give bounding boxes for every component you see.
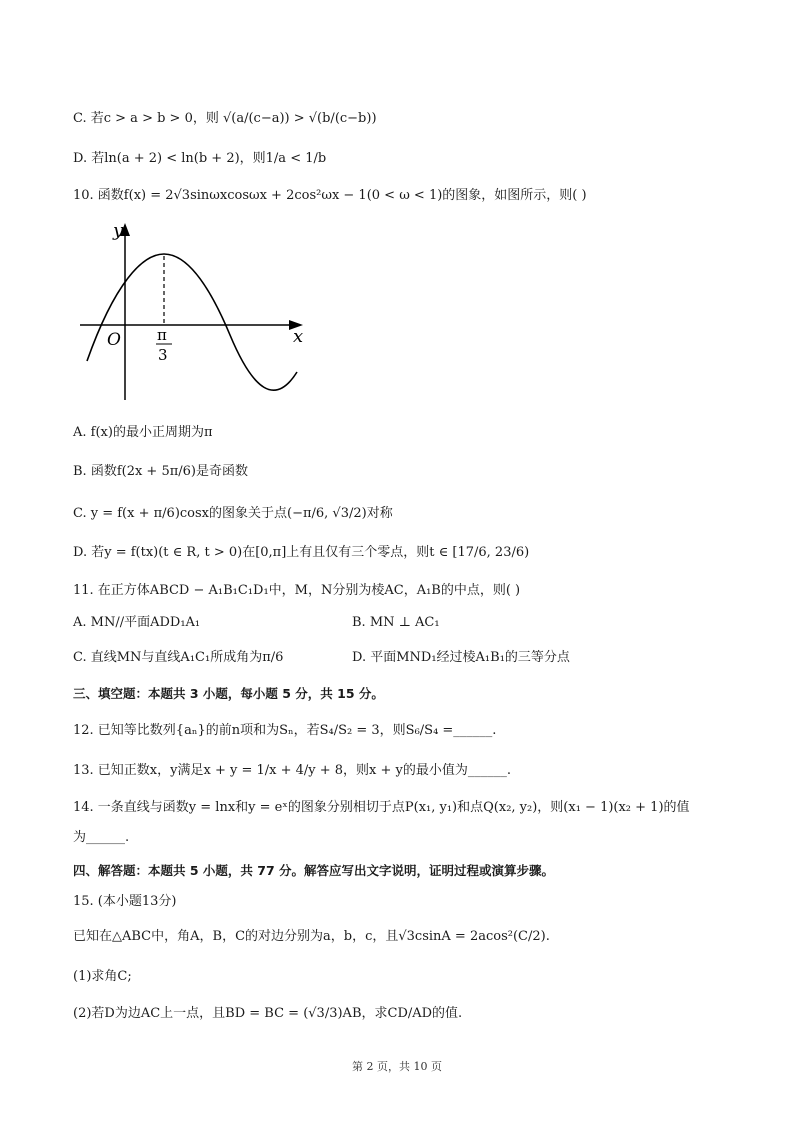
q9-option-d: D. 若ln(a + 2) < ln(b + 2)，则1/a < 1/b	[73, 151, 327, 166]
tick-label-numerator: π	[157, 326, 167, 344]
q14-line-2: 为______.	[73, 830, 130, 845]
q10-sine-graph	[75, 220, 310, 410]
q15-stem: 已知在△ABC中，角A，B，C的对边分别为a，b，c，且√3csinA = 2acos²(C/2).	[73, 929, 550, 944]
q12: 12. 已知等比数列{aₙ}的前n项和为Sₙ，若S₄/S₂ = 3，则S₆/S₄ =______.	[73, 723, 497, 738]
q15-part-2: (2)若D为边AC上一点，且BD = BC = (√3/3)AB，求CD/AD的值.	[73, 1006, 463, 1021]
q11-option-b: B. MN ⊥ AC₁	[352, 615, 440, 630]
q10-option-b: B. 函数f(2x + 5π/6)是奇函数	[73, 464, 248, 479]
q15-title: 15. (本小题13分)	[73, 894, 177, 909]
q11-option-d: D. 平面MND₁经过棱A₁B₁的三等分点	[352, 650, 570, 665]
q10-stem: 10. 函数f(x) = 2√3sinωxcosωx + 2cos²ωx − 1(0 < ω < 1)的图象，如图所示，则( )	[73, 188, 587, 203]
x-axis-label: x	[293, 326, 304, 347]
tick-label-denominator: 3	[158, 346, 168, 364]
q11-stem: 11. 在正方体ABCD − A₁B₁C₁D₁中，M，N分别为棱AC，A₁B的中点，则( )	[73, 583, 521, 598]
y-axis-label: y	[113, 220, 124, 241]
q11-option-a: A. MN//平面ADD₁A₁	[73, 615, 201, 630]
q10-option-c: C. y = f(x + π/6)cosx的图象关于点(−π/6, √3/2)对称	[73, 506, 393, 521]
section-3-heading: 三、填空题：本题共 3 小题，每小题 5 分，共 15 分。	[73, 686, 384, 701]
q10-option-d: D. 若y = f(tx)(t ∈ R, t > 0)在[0,π]上有且仅有三个零点，则t ∈ [17/6, 23/6)	[73, 545, 530, 560]
section-4-heading: 四、解答题：本题共 5 小题，共 77 分。解答应写出文字说明，证明过程或演算步骤。	[73, 863, 555, 878]
sine-curve	[87, 254, 297, 390]
q9-option-c: C. 若c > a > b > 0，则 √(a/(c−a)) > √(b/(c−b))	[73, 111, 377, 126]
q13: 13. 已知正数x，y满足x + y = 1/x + 4/y + 8，则x + y的最小值为______.	[73, 763, 512, 778]
page-footer: 第 2 页，共 10 页	[352, 1060, 442, 1073]
q15-part-1: (1)求角C;	[73, 969, 132, 984]
q10-option-a: A. f(x)的最小正周期为π	[73, 425, 213, 440]
origin-label: O	[107, 330, 121, 350]
q14-line-1: 14. 一条直线与函数y = lnx和y = eˣ的图象分别相切于点P(x₁, y₁)和点Q(x₂, y₂)，则(x₁ − 1)(x₂ + 1)的值	[73, 800, 690, 815]
q11-option-c: C. 直线MN与直线A₁C₁所成角为π/6	[73, 650, 284, 665]
